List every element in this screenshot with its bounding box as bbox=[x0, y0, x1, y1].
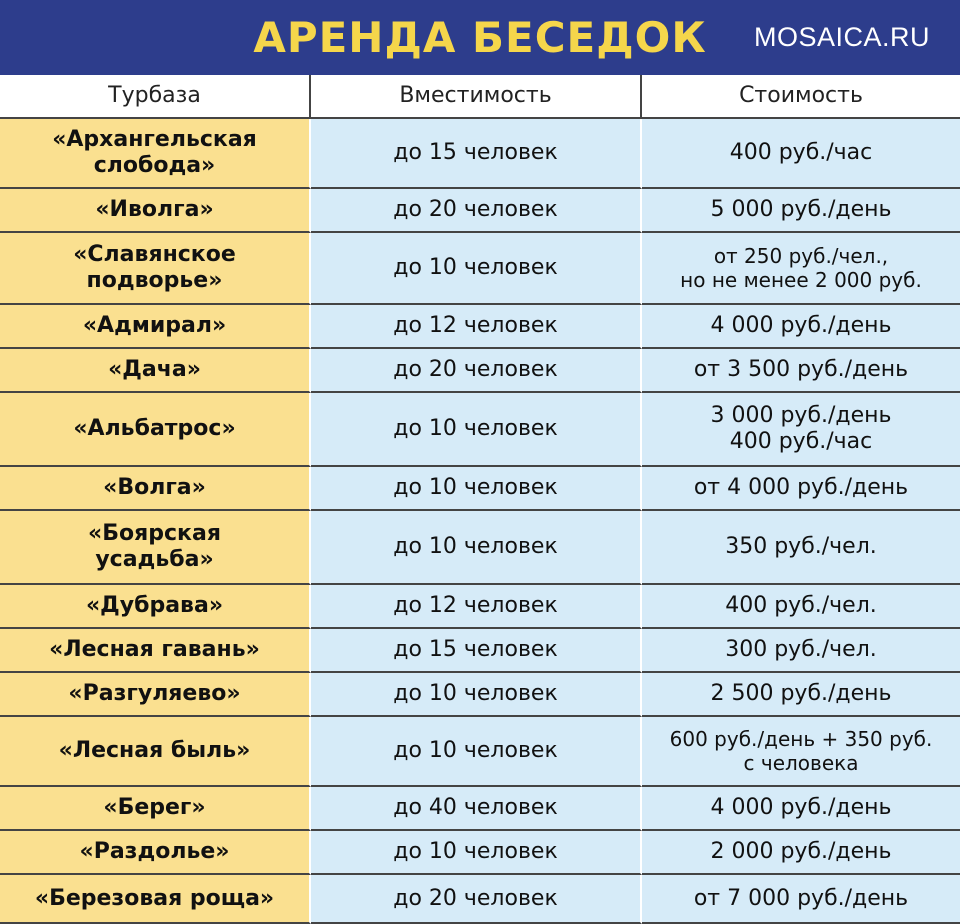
row-capacity: до 10 человек bbox=[311, 511, 642, 585]
site-name: MOSAICA.RU bbox=[753, 22, 930, 52]
row-base: «Адмирал» bbox=[0, 305, 311, 349]
row-base: «Лесная быль» bbox=[0, 717, 311, 787]
row-price: 3 000 руб./день 400 руб./час bbox=[642, 393, 960, 467]
row-base: «Березовая роща» bbox=[0, 875, 311, 924]
row-price: 2 000 руб./день bbox=[642, 831, 960, 875]
row-base: «Раздолье» bbox=[0, 831, 311, 875]
row-price: 4 000 руб./день bbox=[642, 305, 960, 349]
row-capacity: до 10 человек bbox=[311, 831, 642, 875]
title-banner bbox=[0, 0, 960, 75]
row-capacity: до 10 человек bbox=[311, 393, 642, 467]
row-capacity: до 20 человек bbox=[311, 189, 642, 233]
row-capacity: до 20 человек bbox=[311, 349, 642, 393]
row-capacity: до 20 человек bbox=[311, 875, 642, 924]
rental-table bbox=[0, 75, 960, 920]
row-capacity: до 10 человек bbox=[311, 467, 642, 511]
row-price: 4 000 руб./день bbox=[642, 787, 960, 831]
row-base: «Дача» bbox=[0, 349, 311, 393]
row-base: «Дубрава» bbox=[0, 585, 311, 629]
row-price: 350 руб./чел. bbox=[642, 511, 960, 585]
row-capacity: до 12 человек bbox=[311, 305, 642, 349]
row-base: «Славянское подворье» bbox=[0, 233, 311, 305]
row-capacity: до 15 человек bbox=[311, 629, 642, 673]
row-base: «Разгуляево» bbox=[0, 673, 311, 717]
header-capacity: Вместимость bbox=[311, 75, 642, 119]
row-price: от 4 000 руб./день bbox=[642, 467, 960, 511]
row-base: «Архангельская слобода» bbox=[0, 119, 311, 189]
row-price: 400 руб./час bbox=[642, 119, 960, 189]
row-price: 5 000 руб./день bbox=[642, 189, 960, 233]
row-price: от 7 000 руб./день bbox=[642, 875, 960, 924]
row-base: «Альбатрос» bbox=[0, 393, 311, 467]
row-base: «Волга» bbox=[0, 467, 311, 511]
row-base: «Иволга» bbox=[0, 189, 311, 233]
row-price: от 250 руб./чел., но не менее 2 000 руб. bbox=[642, 233, 960, 305]
row-base: «Лесная гавань» bbox=[0, 629, 311, 673]
header-price: Стоимость bbox=[642, 75, 960, 119]
header-base: Турбаза bbox=[0, 75, 311, 119]
page-title: АРЕНДА БЕСЕДОК bbox=[253, 13, 707, 62]
row-price: 300 руб./чел. bbox=[642, 629, 960, 673]
row-base: «Боярская усадьба» bbox=[0, 511, 311, 585]
row-price: 600 руб./день + 350 руб. с человека bbox=[642, 717, 960, 787]
row-capacity: до 40 человек bbox=[311, 787, 642, 831]
row-capacity: до 10 человек bbox=[311, 717, 642, 787]
row-price: 400 руб./чел. bbox=[642, 585, 960, 629]
row-capacity: до 15 человек bbox=[311, 119, 642, 189]
row-price: 2 500 руб./день bbox=[642, 673, 960, 717]
row-capacity: до 10 человек bbox=[311, 673, 642, 717]
row-capacity: до 10 человек bbox=[311, 233, 642, 305]
row-base: «Берег» bbox=[0, 787, 311, 831]
row-price: от 3 500 руб./день bbox=[642, 349, 960, 393]
row-capacity: до 12 человек bbox=[311, 585, 642, 629]
